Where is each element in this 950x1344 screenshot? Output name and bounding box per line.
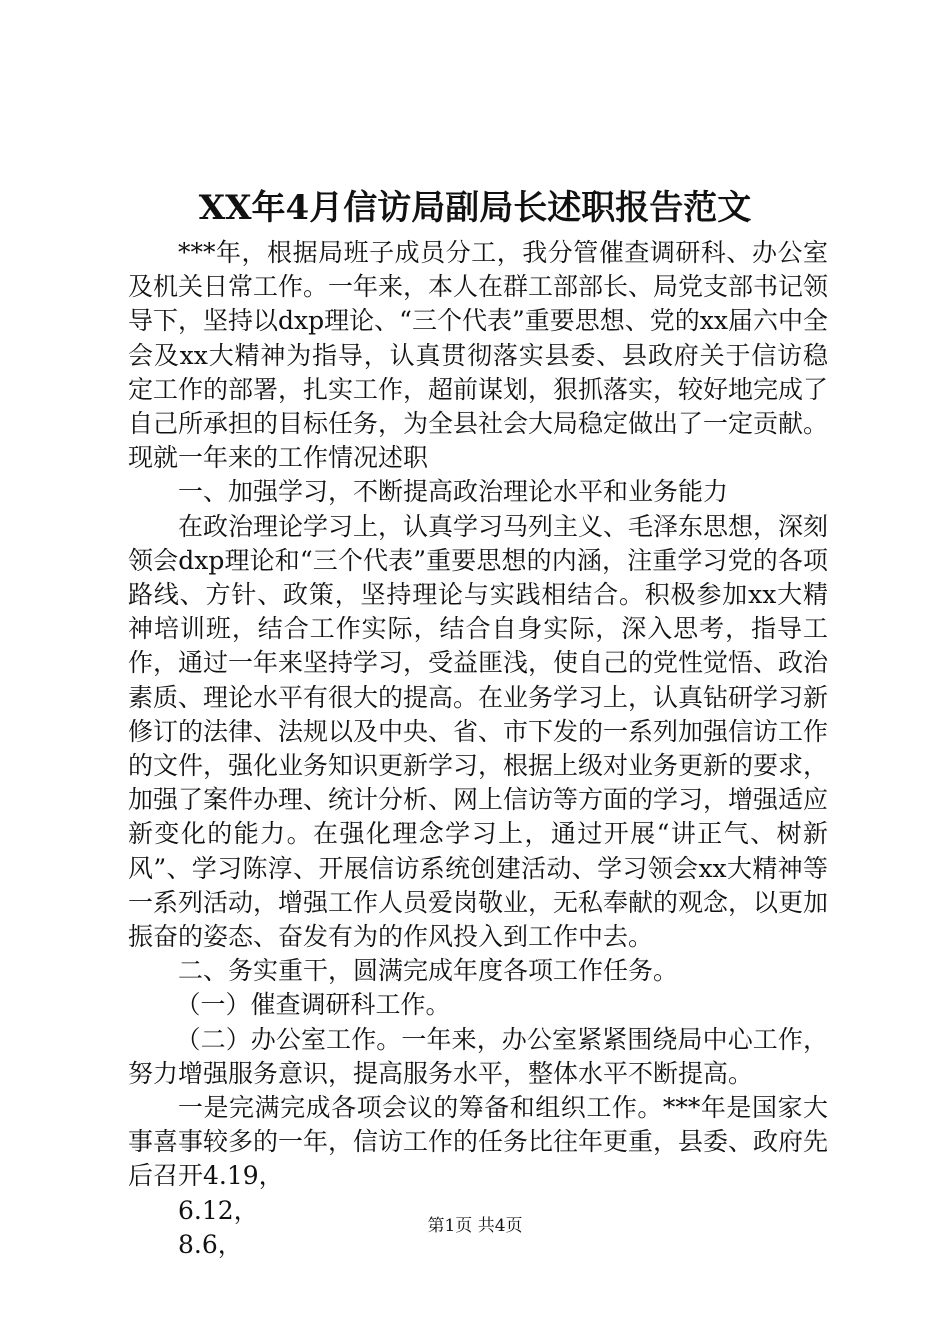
section-heading-1: 一、加强学习，不断提高政治理论水平和业务能力 — [178, 477, 729, 507]
paragraph-meetings: 一是完满完成各项会议的筹备和组织工作。***年是国家大事喜事较多的一年，信访工作的任务比往年更重，县委、政府先后召开4.19， — [128, 1093, 829, 1191]
paragraph-intro: ***年，根据局班子成员分工，我分管催查调研科、办公室及机关日常工作。一年来，本人在群工部部长、局党支部书记领导下，坚持以dxp理论、“三个代表”重要思想、党的xx届六中全会及xx大精神为指导，认真贯彻落实县委、县政府关于信访稳定工作的部署，扎实工作，超前谋划，狠抓落实，较好地完成了自己所承担的目标任务，为全县社会大局稳定做出了一定贡献。现就一年来的工作情况述职 — [128, 238, 829, 473]
paragraph-office: （二）办公室工作。一年来，办公室紧紧围绕局中心工作，努力增强服务意识，提高服务水平，整体水平不断提高。 — [128, 1024, 828, 1088]
page-footer: 第1页 共4页 — [427, 1216, 523, 1236]
subsection-heading-1: （一）催查调研科工作。 — [175, 990, 451, 1020]
paragraph-date-2: 8.6， — [178, 1229, 243, 1259]
paragraph-date-1: 6.12， — [178, 1195, 259, 1225]
document-body — [128, 236, 828, 1262]
paragraph-study: 在政治理论学习上，认真学习马列主义、毛泽东思想，深刻领会dxp理论和“三个代表”重要思想的内涵，注重学习党的各项路线、方针、政策，坚持理论与实践相结合。积极参加xx大精神培训班，结合工作实际，结合自身实际，深入思考，指导工作，通过一年来坚持学习，受益匪浅，使自己的党性觉悟、政治素质、理论水平有很大的提高。在业务学习上，认真钻研学习新修订的法律、法规以及中央、省、市下发的一系列加强信访工作的文件，强化业务知识更新学习，根据上级对业务更新的要求，加强了案件办理、统计分析、网上信访等方面的学习，增强适应新变化的能力。在强化理念学习上，通过开展“讲正气、树新风”、学习陈淳、开展信访系统创建活动、学习领会xx大精神等一系列活动，增强工作人员爱岗敬业，无私奉献的观念，以更加振奋的姿态、奋发有为的作风投入到工作中去。 — [128, 511, 829, 952]
document-title: XX年4月信访局副局长述职报告范文 — [198, 188, 752, 228]
section-heading-2: 二、务实重干，圆满完成年度各项工作任务。 — [178, 956, 679, 986]
